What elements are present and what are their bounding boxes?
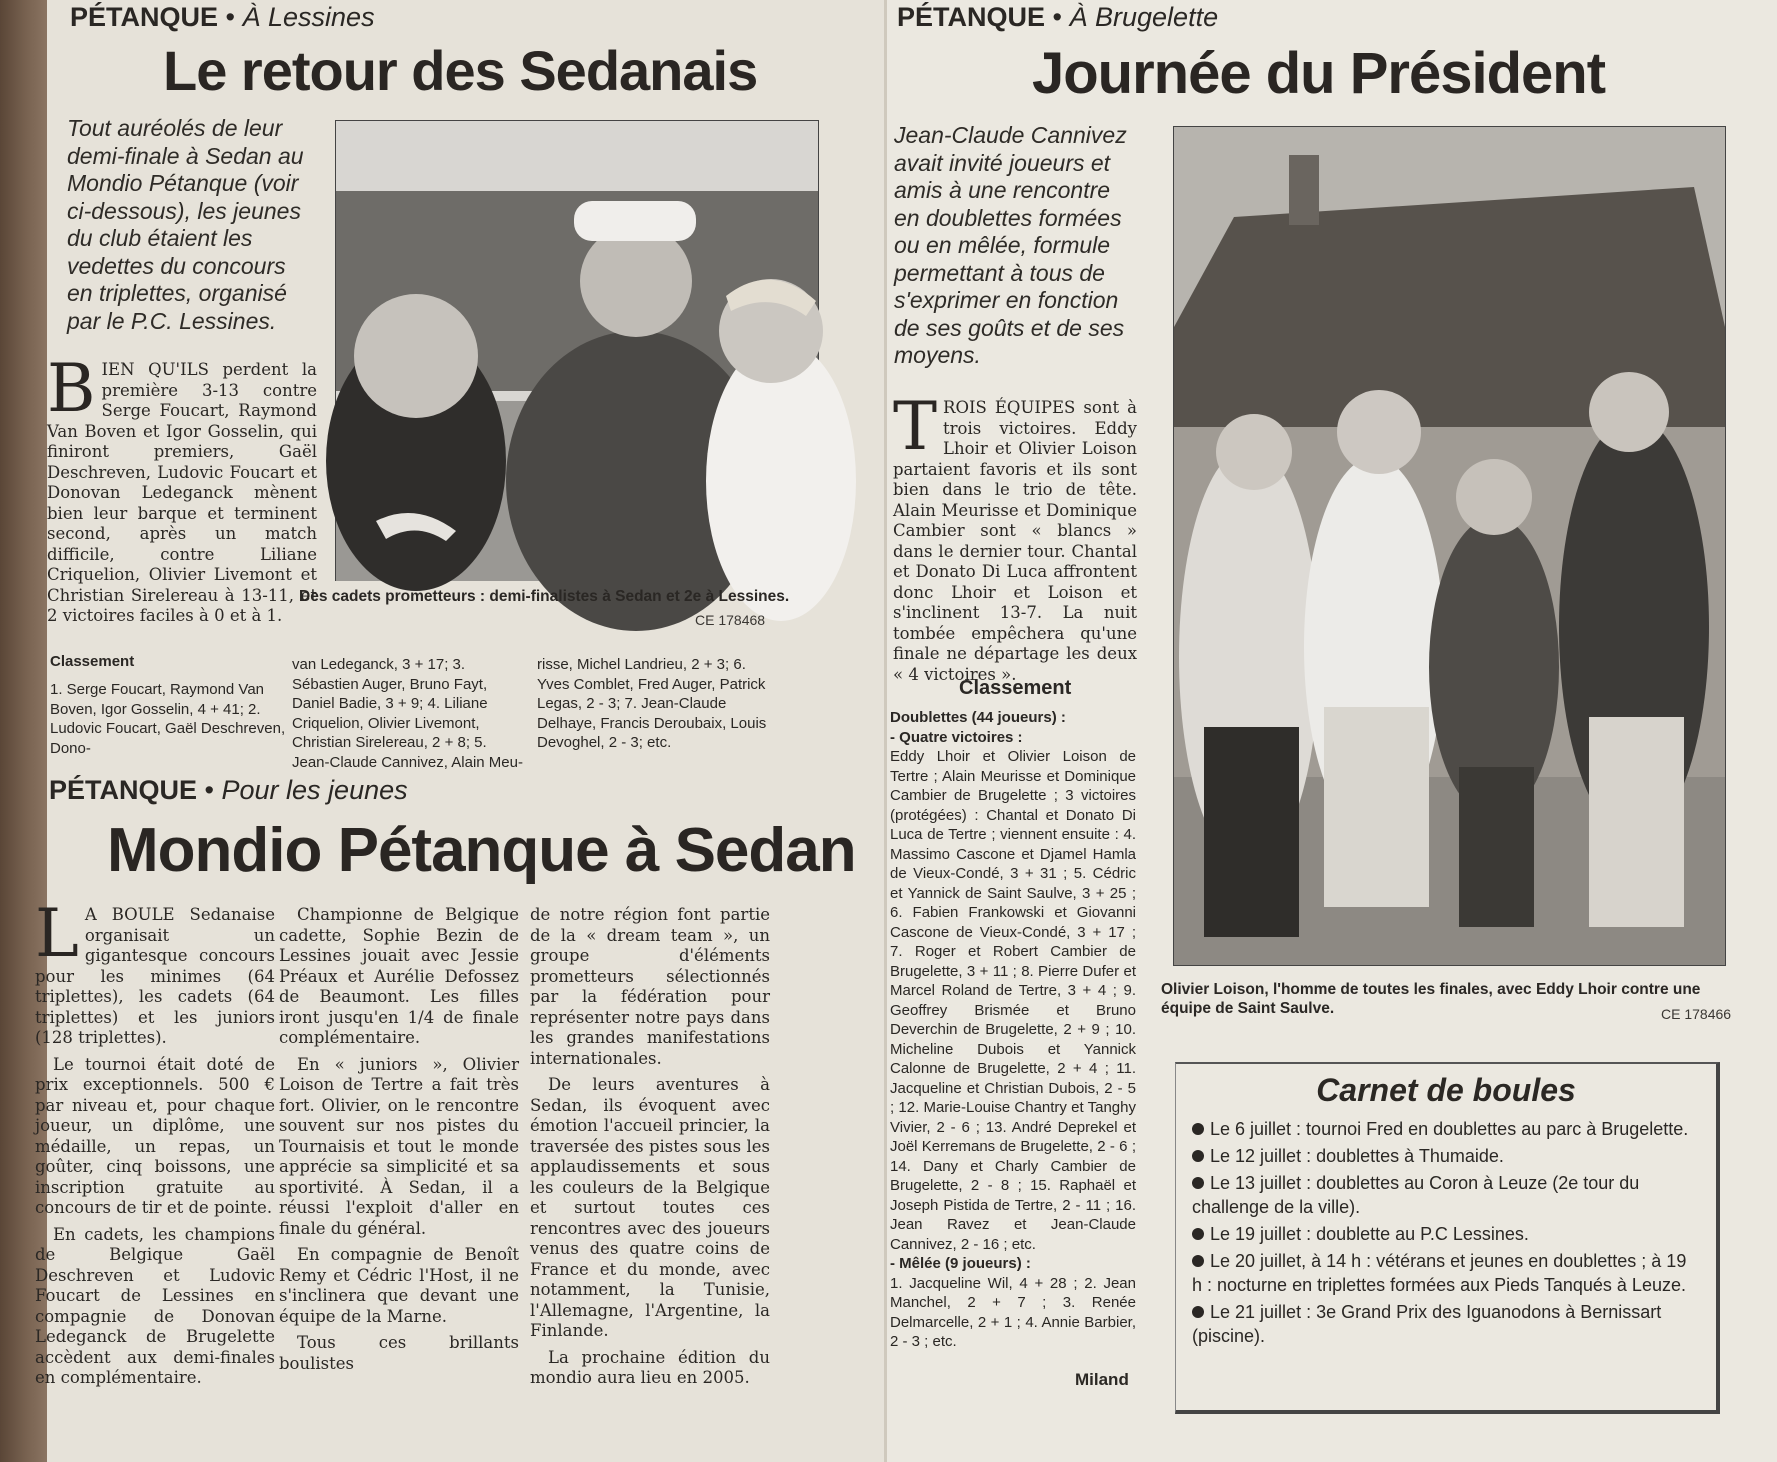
mondio-col2 <box>279 905 519 1374</box>
mondio-col3 <box>530 905 770 1389</box>
carnet-item <box>1192 1171 1698 1219</box>
dropcap: T <box>893 388 938 465</box>
rubric-dot: • <box>204 775 214 805</box>
mondio-col2-p1: Championne de Belgique cadette, Sophie Bezin de Lessines jouait avec Jessie Préaux et Aurélie Defossez de Beaumont. Les filles iront jusqu'en 1/4 de finale complémentaire. <box>279 905 519 1047</box>
mondio-col1-p3: En cadets, les champions de Belgique Gaël Deschreven et Ludovic Foucart de Lessines en compagnie de Donovan Ledeganck de Brugelette accèdent aux demi-finales en complémentaire. <box>35 1224 275 1387</box>
carnet-item-text: Le 13 juillet : doublettes au Coron à Leuze (2e tour du challenge de la ville). <box>1192 1173 1640 1217</box>
rubric-dot: • <box>1052 2 1062 32</box>
mondio-col2-p2: En « juniors », Olivier Loison de Tertre a fait très fort. Olivier, on le rencontre souvent sur nos pistes du Tournaisis et tout le monde apprécie sa simplicité et sa sportivité. À Sedan, il a réussi l'exploit d'aller en finale du général. <box>279 1054 519 1238</box>
lessines-body <box>47 350 317 627</box>
lessines-headline: Le retour des Sedanais <box>163 39 758 102</box>
lessines-photo-caption: Des cadets prometteurs : demi-finalistes à Sedan et 2e à Lessines. <box>299 588 790 605</box>
carnet-item <box>1192 1249 1698 1297</box>
brugelette-chapo: Jean-Claude Cannivez avait invité joueurs et amis à une rencontre en doublettes formées ou en mêlée, formule permettant à tous de s'exprimer en fonction de ses goûts et de ses moyens. <box>894 122 1127 368</box>
bullet-icon <box>1192 1150 1204 1162</box>
lessines-chapo: Tout auréolés de leur demi-finale à Sedan au Mondio Pétanque (voir ci-dessous), les jeunes du club étaient les vedettes du concours en triplettes, organisé par le P.C. Lessines. <box>67 115 304 334</box>
carnet-item-text: Le 12 juillet : doublettes à Thumaide. <box>1210 1146 1504 1166</box>
rubric-place: Pour les jeunes <box>221 775 408 805</box>
mondio-col3-p3: La prochaine édition du mondio aura lieu en 2005. <box>530 1347 770 1387</box>
brugelette-body <box>893 388 1137 685</box>
dropcap: B <box>47 350 96 427</box>
rubric-section: PÉTANQUE <box>897 2 1046 32</box>
lessines-body-text: IEN QU'ILS perdent la première 3-13 contre Serge Foucart, Raymond Van Boven et Igor Gosselin, qui finiront premiers, Gaël Deschreven, Ludovic Foucart et Donovan Ledeganck mènent bien leur barque et terminent second, après un match difficile, contre Liliane Criquelion, Olivier Livemont et Christian Sirelereau à 13-11, et 2 victoires faciles à 0 et à 1. <box>47 360 317 625</box>
lessines-classement-title: Classement <box>50 653 135 670</box>
right-clipping <box>887 0 1777 1462</box>
rubric-section: PÉTANQUE <box>70 2 219 32</box>
brugelette-classement <box>890 708 1136 1352</box>
mondio-headline: Mondio Pétanque à Sedan <box>107 816 856 885</box>
carnet-item <box>1192 1117 1698 1141</box>
melee-head: - Mêlée (9 joueurs) : <box>890 1255 1031 1272</box>
carnet-item <box>1192 1144 1698 1168</box>
lessines-classement-col3: risse, Michel Landrieu, 2 + 3; 6. Yves Comblet, Fred Auger, Patrick Legas, 2 - 3; 7. Jean-Claude Delhaye, Francis Deroubaix, Louis Devoghel, 2 - 3; etc. <box>537 656 767 751</box>
brugelette-photo-credit: CE 178466 <box>1661 1006 1732 1022</box>
rubric-place: À Lessines <box>242 2 375 32</box>
bullet-icon <box>1192 1177 1204 1189</box>
brugelette-photo <box>1173 126 1726 966</box>
bullet-icon <box>1192 1228 1204 1240</box>
lessines-photo-credit: CE 178468 <box>695 612 766 628</box>
melee-results: 1. Jacqueline Wil, 4 + 28 ; 2. Jean Manchel, 2 + 7 ; 3. Renée Delmarcelle, 2 + 1 ; 4. Annie Barbier, 2 - 3 ; etc. <box>890 1274 1136 1350</box>
mondio-rubric <box>49 775 408 806</box>
bullet-icon <box>1192 1255 1204 1267</box>
lessines-classement-col2: van Ledeganck, 3 + 17; 3. Sébastien Auger, Bruno Fayt, Daniel Badie, 3 + 9; 4. Liliane Criquelion, Olivier Livemont, Christian Sirelereau, 2 + 8; 5. Jean-Claude Cannivez, Alain Meu- <box>292 656 523 771</box>
rubric-dot: • <box>225 2 235 32</box>
dropcap: L <box>35 895 79 972</box>
carnet-item-text: Le 19 juillet : doublette au P.C Lessines. <box>1210 1224 1529 1244</box>
brugelette-body-text: ROIS ÉQUIPES sont à trois victoires. Eddy Lhoir et Olivier Loison partaient favoris et ils sont bien dans le trio de tête. Alain Meurisse et Dominique Cambier sont « blancs » dans le dernier tour. Chantal et Donato Di Luca affrontent donc Lhoir et Loison et s'inclinent 13-7. La nuit tombée empêchera qu'une finale ne départage les deux « 4 victoires ». <box>893 398 1137 684</box>
lessines-photo <box>335 120 819 581</box>
carnet-item <box>1192 1222 1698 1246</box>
rubric-place: À Brugelette <box>1069 2 1219 32</box>
brugelette-headline: Journée du Président <box>1032 41 1606 106</box>
mondio-col2-p3: En compagnie de Benoît Remy et Cédric l'Host, il ne s'inclinera que devant une équipe de la Marne. <box>279 1245 519 1326</box>
mondio-col1 <box>35 895 275 1389</box>
doublettes-head: Doublettes (44 joueurs) : <box>890 709 1066 726</box>
left-clipping <box>35 0 887 1462</box>
carnet-item <box>1192 1300 1698 1348</box>
mondio-col1-p1: A BOULE Sedanaise organisait un gigantesque concours pour les minimes (64 triplettes), les cadets (64 triplettes) et les juniors (128 triplettes). <box>35 905 275 1047</box>
lessines-photo-image <box>336 121 818 580</box>
mondio-col3-p1: de notre région font partie de la « dream team », un groupe d'éléments prometteurs sélectionnés par la fédération pour représenter notre pays dans les grandes manifestations internationales. <box>530 905 770 1068</box>
mondio-col3-p2: De leurs aventures à Sedan, ils évoquent avec émotion l'accueil princier, la traversée des pistes sous les applaudissements et sous les couleurs de la Belgique et surtout toutes ces rencontres avec des joueurs venus des quatre coins de France et du monde, avec notamment, la Tunisie, l'Allemagne, l'Argentine, la Finlande. <box>530 1075 770 1340</box>
mondio-col1-p2: Le tournoi était doté de prix exceptionnels. 500 € par niveau et, pour chaque joueur, un diplôme, une médaille, un repas, un goûter, cinq boissons, une inscription gratuite au concours de tir et de pointe. <box>35 1054 275 1217</box>
quatre-victoires-head: - Quatre victoires : <box>890 728 1023 746</box>
carnet-list <box>1176 1117 1716 1348</box>
rubric-section: PÉTANQUE <box>49 775 198 805</box>
brugelette-photo-caption: Olivier Loison, l'homme de toutes les finales, avec Eddy Lhoir contre une équipe de Saint Saulve. <box>1161 981 1701 1017</box>
bullet-icon <box>1192 1123 1204 1135</box>
author-signature: Miland <box>1075 1370 1129 1389</box>
brugelette-classement-title: Classement <box>959 677 1072 699</box>
carnet-box <box>1175 1062 1720 1414</box>
carnet-item-text: Le 20 juillet, à 14 h : vétérans et jeunes en doublettes ; à 19 h : nocturne en triplettes formées aux Pieds Tanqués à Leuze. <box>1192 1251 1687 1295</box>
brugelette-rubric <box>897 2 1218 33</box>
lessines-rubric <box>70 2 375 33</box>
mondio-col2-p4: Tous ces brillants boulistes <box>279 1333 519 1373</box>
doublettes-results: Eddy Lhoir et Olivier Loison de Tertre ; Alain Meurisse et Dominique Cambier de Brugelette ; 3 victoires (protégées) : Chantal et Donato Di Luca de Tertre ; viennent ensuite : 4. Massimo Cascone et Djamel Hamla de Vieux-Condé, 3 + 31 ; 5. Cédric et Yannick de Saint Saulve, 3 + 25 ; 6. Fabien Frankowski et Giovanni Cascone de Vieux-Condé, 3 + 17 ; 7. Roger et Robert Cambier de Brugelette, 3 + 11 ; 8. Pierre Dufer et Marcel Roland de Tertre, 3 + 4 ; 9. Geoffrey Brismée et Bruno Deverchin de Brugelette, 2 + 9 ; 10. Micheline Dubois et Yannick Calonne de Brugelette, 2 + 4 ; 11. Jacqueline et Christian Dubois, 2 - 5 ; 12. Marie-Louise Chantry et Tanghy Vivier, 2 - 6 ; 13. André Deprekel et Joël Kerremans de Brugelette, 2 - 6 ; 14. Dany et Charly Cambier de Brugelette, 2 - 8 ; 15. Raphaël et Joseph Pistida de Tertre, 2 - 11 ; 16. Jean Ravez et Jean-Claude Cannivez, 2 - 16 ; etc. <box>890 748 1136 1253</box>
carnet-title: Carnet de boules <box>1316 1072 1576 1108</box>
brugelette-photo-image <box>1174 127 1725 965</box>
lessines-classement-col1: 1. Serge Foucart, Raymond Van Boven, Igor Gosselin, 4 + 41; 2. Ludovic Foucart, Gaël Deschreven, Dono- <box>50 681 286 757</box>
carnet-item-text: Le 21 juillet : 3e Grand Prix des Iguanodons à Bernissart (piscine). <box>1192 1302 1662 1346</box>
bullet-icon <box>1192 1306 1204 1318</box>
carnet-item-text: Le 6 juillet : tournoi Fred en doublettes au parc à Brugelette. <box>1210 1119 1689 1139</box>
